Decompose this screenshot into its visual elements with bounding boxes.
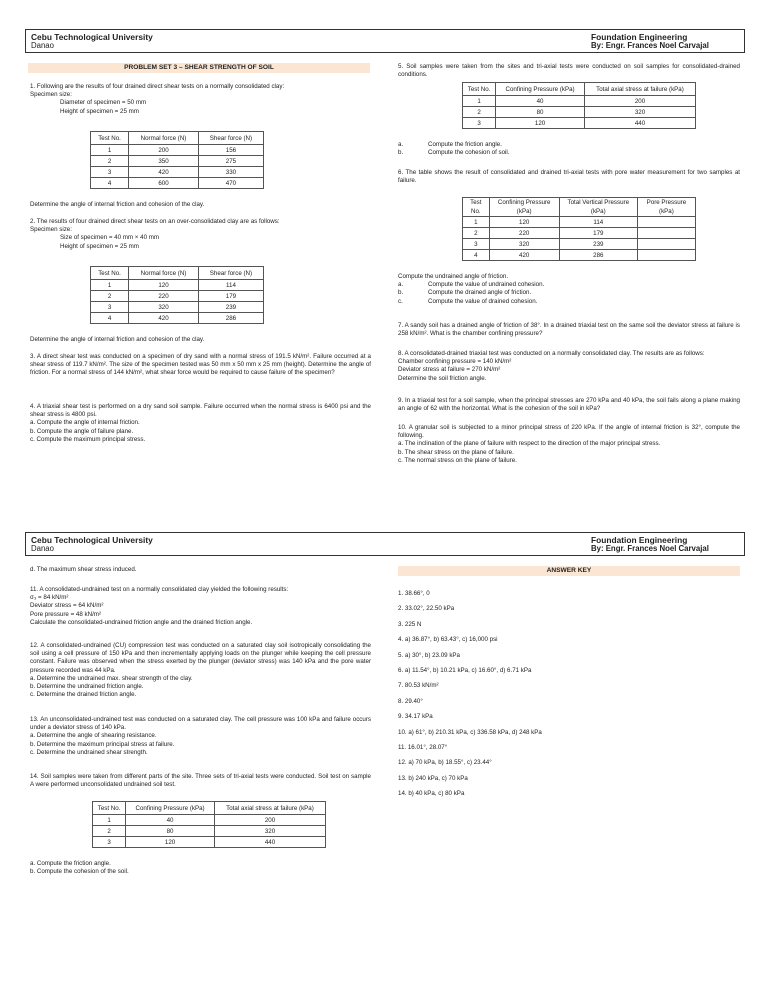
q6-a-key: a. (398, 281, 404, 289)
table-cell: 350 (129, 156, 199, 167)
q5-b-key: b. (398, 149, 404, 157)
q12-intro: 12. A consolidated-undrained (CU) compression test was conducted on a saturated clay soil isotropically consolidating the soil using a cell pressure of 150 kPa and then incrementally applying loads on the plunger while keeping the cell pressure constant. Failure was observed when the stress exerted by the plunger (deviator stress) was 140 kPa and the pore water pressure recorded was 44 kPa. (30, 642, 371, 674)
q13-a: a. Determine the angle of shearing resistance. (30, 732, 157, 740)
table-cell: 320 (129, 302, 199, 313)
table-cell: 286 (198, 313, 263, 324)
q13-b: b. Determine the maximum principal stress at failure. (30, 740, 175, 748)
table-cell: 2 (93, 826, 126, 837)
table-row (93, 815, 326, 826)
answer-item: 2. 33.02°, 22.50 kPa (398, 605, 455, 613)
answer-item: 6. a) 11.54°, b) 10.21 kPa, c) 16.60°, d) 6.71 kPa (398, 666, 532, 674)
question-13 (30, 716, 371, 757)
q14-table (92, 801, 326, 848)
q1-diameter: Diameter of specimen = 50 mm (60, 99, 147, 107)
table-header: Test No. (93, 802, 126, 815)
q2-size: Size of specimen = 40 mm × 40 mm (60, 234, 160, 242)
table-cell: 179 (559, 228, 637, 239)
table-header: Normal force (N) (129, 132, 199, 145)
table-cell: 1 (93, 815, 126, 826)
author-name: By: Engr. Frances Noel Carvajal (591, 41, 709, 50)
q13-c: c. Determine the undrained shear strength. (30, 748, 148, 756)
table-cell: 420 (129, 167, 199, 178)
answer-item: 7. 80.53 kN/m² (398, 682, 439, 690)
table-cell: 320 (489, 239, 559, 250)
table-cell: 4 (91, 178, 129, 189)
table-cell: 470 (198, 178, 263, 189)
question-14: 14. Soil samples were taken from different parts of the site. Three sets of tri-axial tests were conducted. Soil test on sample A were performed unconsolidated undrained soil test. (30, 773, 371, 789)
table-cell: 179 (198, 291, 263, 302)
table-cell: 120 (489, 217, 559, 228)
table-header: Test No. (91, 132, 129, 145)
q2-spec: Specimen size: (30, 226, 72, 234)
q10-intro: 10. A granular soil is subjected to a minor principal stress of 220 kPa. If the angle of internal friction is 32°, compute the following. (398, 424, 740, 440)
table-cell: 114 (559, 217, 637, 228)
answer-item: 11. 16.01°, 28.07° (398, 743, 448, 751)
question-11 (30, 586, 375, 627)
q11-l2: Deviator stress = 64 kN/m² (30, 602, 104, 610)
table-cell: 80 (496, 107, 585, 118)
answer-key-title: ANSWER KEY (398, 566, 740, 576)
q6-a: Compute the value of undrained cohesion. (428, 281, 545, 289)
q1-height: Height of specimen = 25 mm (60, 107, 139, 115)
q11-intro: 11. A consolidated-undrained test on a normally consolidated clay yielded the following results: (30, 586, 289, 593)
table-cell: 220 (129, 291, 199, 302)
question-3: 3. A direct shear test was conducted on a specimen of dry sand with a normal stress of 191.5 kN/m². Failure occurred at a shear stress of 119.7 kN/m². The size of the specimen tested was 50 mm x 50 mm x 25 mm (height). Determine the angle of friction. For a normal stress of 144 kN/m², what shear force would be required to cause failure of the specimen? (30, 353, 371, 377)
answer-item: 13. b) 240 kPa, c) 70 kPa (398, 774, 468, 782)
q8-intro: 8. A consolidated-drained triaxial test was conducted on a normally consolidated clay. The results are as follows: (398, 350, 705, 357)
q6-ask: Compute the undrained angle of friction. (398, 273, 509, 280)
q12-b: b. Determine the undrained friction angle. (30, 683, 144, 691)
table-cell: 320 (214, 826, 325, 837)
table-row (93, 837, 326, 848)
table-cell: 239 (198, 302, 263, 313)
table-header: Confining Pressure (kPa) (496, 83, 585, 96)
q4-intro: 4. A triaxial shear test is performed on a dry sand soil sample. Failure occurred when the normal stress is 6400 psi and the shear stress is 4800 psi. (30, 403, 371, 419)
table-cell: 420 (129, 313, 199, 324)
table-header: Total Vertical Pressure (kPa) (559, 198, 637, 217)
q5-b: Compute the cohesion of soil. (428, 149, 510, 157)
q11-l3: Pore pressure = 48 kN/m² (30, 610, 102, 618)
q6-b-key: b. (398, 289, 404, 297)
answer-key-list (398, 590, 740, 805)
table-cell: 156 (198, 145, 263, 156)
university-name: Cebu Technological University (31, 32, 153, 42)
q14-subitems (30, 860, 375, 876)
table-cell: 2 (463, 228, 490, 239)
table-cell: 2 (91, 291, 129, 302)
table-cell: 200 (129, 145, 199, 156)
course-name: Foundation Engineering (591, 535, 688, 545)
q10-c: c. The normal stress on the plane of failure. (398, 456, 517, 464)
q1-intro: 1. Following are the results of four drained direct shear tests on a normally consolidated clay: (30, 83, 285, 90)
q1-spec: Specimen size: (30, 91, 72, 99)
answer-item: 10. a) 61°, b) 210.31 kPa, c) 336.58 kPa, d) 248 kPa (398, 728, 542, 736)
q8-l1: Chamber confining pressure = 140 kN/m² (398, 358, 512, 366)
university-name: Cebu Technological University (31, 535, 153, 545)
page-header (25, 532, 745, 556)
table-header: Normal force (N) (129, 267, 199, 280)
answer-item: 8. 29.40° (398, 697, 423, 705)
table-cell: 120 (126, 837, 215, 848)
q4-b: b. Compute the angle of failure plane. (30, 427, 134, 435)
table-cell: 1 (463, 96, 496, 107)
q8-l2: Deviator stress at failure = 270 kN/m² (398, 366, 501, 374)
question-9: 9. In a triaxial test for a soil sample, when the principal stresses are 270 kPa and 40 kPa, the soil fails along a plane making an angle of 62 with the horizontal. What is the cohesion of the soil in kPa? (398, 397, 740, 413)
q10-a: a. The inclination of the plane of failure with respect to the direction of the major principal stress. (398, 440, 661, 448)
table-cell: 80 (126, 826, 215, 837)
q4-c: c. Compute the maximum principal stress. (30, 435, 146, 443)
table-cell: 3 (463, 118, 496, 129)
q2-ask: Determine the angle of internal friction and cohesion of the clay. (30, 336, 205, 343)
answer-item: 4. a) 36.87°, b) 63.43°, c) 16,000 psi (398, 636, 498, 644)
table-cell: 2 (463, 107, 496, 118)
table-cell: 220 (489, 228, 559, 239)
problem-set-title: PROBLEM SET 3 – SHEAR STRENGTH OF SOIL (28, 63, 370, 73)
campus-name: Danao (31, 41, 54, 50)
table-cell: 239 (559, 239, 637, 250)
table-row (93, 826, 326, 837)
q10-d: d. The maximum shear stress induced. (30, 566, 137, 573)
q6-c-key: c. (398, 297, 403, 305)
table-cell: 440 (214, 837, 325, 848)
q2-intro: 2. The results of four drained direct shear tests on an over-consolidated clay are as follows: (30, 218, 280, 225)
table-header: Test No. (463, 198, 490, 217)
table-cell: 3 (91, 302, 129, 313)
q10-b: b. The shear stress on the plane of failure. (398, 448, 514, 456)
table-cell: 40 (496, 96, 585, 107)
q1-ask: Determine the angle of internal friction and cohesion of the clay. (30, 201, 205, 208)
table-header: Test No. (463, 83, 496, 96)
campus-name: Danao (31, 544, 54, 553)
table-header: Shear force (N) (198, 267, 263, 280)
answer-item: 12. a) 70 kPa, b) 18.55°, c) 23.44° (398, 759, 492, 767)
table-cell: 2 (91, 156, 129, 167)
question-5: 5. Soil samples were taken from the sites and tri-axial tests were conducted on soil samples for consolidated-drained conditions. (398, 63, 740, 79)
table-cell: 40 (126, 815, 215, 826)
answer-item: 1. 38.66°, 0 (398, 590, 430, 597)
table-cell: 120 (129, 280, 199, 291)
table-cell: 4 (463, 250, 490, 261)
q2-height: Height of specimen = 25 mm (60, 242, 139, 250)
q13-intro: 13. An unconsolidated-undrained test was conducted on a saturated clay. The cell pressure was 100 kPa and failure occurs under a deviator stress of 140 kPa. (30, 716, 371, 732)
q5-a: Compute the friction angle. (428, 141, 502, 148)
table-cell: 3 (93, 837, 126, 848)
table-cell: 200 (214, 815, 325, 826)
table-header: Total axial stress at failure (kPa) (584, 83, 695, 96)
table-cell: 330 (198, 167, 263, 178)
answer-item: 3. 225 N (398, 620, 422, 628)
table-cell: 275 (198, 156, 263, 167)
table-header: Total axial stress at failure (kPa) (214, 802, 325, 815)
table-cell: 1 (463, 217, 490, 228)
q11-l1: σ₃ = 84 kN/m² (30, 594, 69, 602)
course-name: Foundation Engineering (591, 32, 688, 42)
table-header: Pore Pressure (kPa) (637, 198, 695, 217)
table-cell: 600 (129, 178, 199, 189)
table-cell: 420 (489, 250, 559, 261)
author-name: By: Engr. Frances Noel Carvajal (591, 544, 709, 553)
table-cell: 286 (559, 250, 637, 261)
table-cell: 114 (198, 280, 263, 291)
q14-b: b. Compute the cohesion of the soil. (30, 868, 129, 876)
table-cell: 3 (463, 239, 490, 250)
answer-item: 5. a) 30°, b) 23.09 kPa (398, 651, 460, 659)
question-6: 6. The table shows the result of consolidated and drained tri-axial tests with pore water measurement for two samples at failure. (398, 169, 740, 185)
q6-b: Compute the drained angle of friction. (428, 289, 532, 297)
table-cell: 320 (584, 107, 695, 118)
question-7: 7. A sandy soil has a drained angle of friction of 38°. In a drained triaxial test on the same soil the deviator stress at failure is 258 kN/m². What is the chamber confining pressure? (398, 322, 740, 338)
table-cell: 1 (91, 145, 129, 156)
table-header: Shear force (N) (198, 132, 263, 145)
table-cell: 4 (91, 313, 129, 324)
table-cell: 200 (584, 96, 695, 107)
q11-ask: Calculate the consolidated-undrained friction angle and the drained friction angle. (30, 618, 253, 626)
q12-c: c. Determine the drained friction angle. (30, 691, 137, 699)
table-cell: 1 (91, 280, 129, 291)
answer-item: 9. 34.17 kPa (398, 713, 433, 721)
table-cell: 3 (91, 167, 129, 178)
q14-a: a. Compute the friction angle. (30, 860, 111, 867)
q8-ask: Determine the soil friction angle. (398, 374, 487, 382)
table-cell: 440 (584, 118, 695, 129)
table-header: Confining Pressure (kPa) (489, 198, 559, 217)
table-cell: 120 (496, 118, 585, 129)
table-header: Confining Pressure (kPa) (126, 802, 215, 815)
q5-a-key: a. (398, 141, 404, 148)
question-12 (30, 642, 371, 699)
answer-item: 14. b) 40 kPa, c) 80 kPa (398, 790, 465, 798)
table-header: Test No. (91, 267, 129, 280)
q4-a: a. Compute the angle of internal friction. (30, 419, 140, 427)
q6-c: Compute the value of drained cohesion. (428, 297, 538, 305)
q12-a: a. Determine the undrained max. shear strength of the clay. (30, 674, 193, 682)
